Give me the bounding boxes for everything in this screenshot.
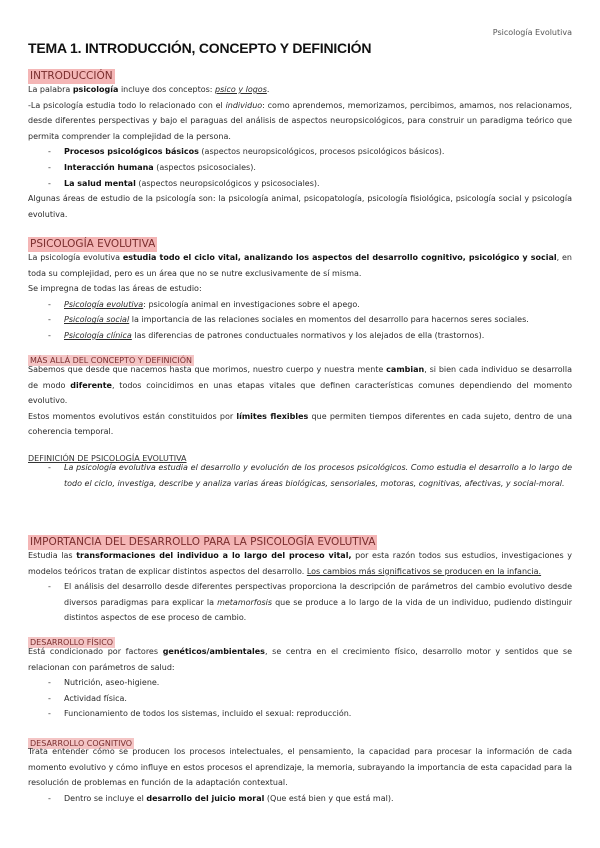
section-psicologia-evolutiva	[28, 232, 572, 252]
section-heading: INTRODUCCIÓN	[30, 70, 113, 82]
paragraph: La psicología evolutiva estudia todo el ciclo vital, analizando los aspectos del desarrollo cognitivo, psicológico y social, en toda su complejidad, pero es un área que no se nutre exclusivamente de sí misma.	[28, 253, 572, 278]
paragraph: Estos momentos evolutivos están constituidos por límites flexibles que permiten tiempos diferentes en cada sujeto, dentro de una coherencia temporal.	[28, 411, 572, 437]
list-item: - La psicología evolutiva estudia el desarrollo y evolución de los procesos psicológicos. Como estudia el desarrollo a lo largo de todo el ciclo, investiga, describe y analiza varias áreas biológicas, sensoriales, motoras, cognitivas, afectivas, y social-moral.	[48, 463, 572, 488]
intro-body	[28, 82, 572, 222]
list-item: - Nutrición, aseo-higiene.	[48, 678, 160, 688]
importancia-body	[28, 548, 572, 626]
paragraph: Trata entender cómo se producen los procesos intelectuales, el pensamiento, la capacidad para procesar la información de cada momento evolutivo y cómo influye en estos procesos el aprendizaje, la memoria, subrayando la importancia de esta capacidad para la resolución de problemas en función de la adaptación contextual.	[28, 747, 572, 788]
list-item: - Psicología evolutiva: psicología animal en investigaciones sobre el apego.	[48, 299, 360, 309]
section-importancia	[28, 530, 572, 550]
evol-body	[28, 250, 572, 344]
list-item: - Dentro se incluye el desarrollo del juicio moral (Que está bien y que está mal).	[48, 793, 394, 803]
paragraph: Está condicionado por factores genéticos/ambientales, se centra en el crecimiento físico, desarrollo motor y sentidos que se relacionan con parámetros de salud:	[28, 647, 573, 672]
list-item: - La salud mental (aspectos neuropsicológicos y psicosociales).	[48, 178, 320, 188]
fisico-body	[28, 644, 572, 722]
list-item: - Procesos psicológicos básicos (aspectos neuropsicológicos, procesos psicológicos básicos).	[48, 147, 445, 157]
paragraph: La palabra psicología incluye dos conceptos: psico y logos.	[28, 85, 270, 94]
list-item: - Actividad física.	[48, 693, 127, 703]
section-heading: PSICOLOGÍA EVOLUTIVA	[30, 238, 156, 250]
list-item: - Psicología clínica las diferencias de patrones conductuales normativos y los alejados de ella (trastornos).	[48, 330, 485, 340]
paragraph: -La psicología estudia todo lo relacionado con el individuo: como aprendemos, memorizamos, percibimos, amamos, nos relacionamos, desde diferentes perspectivas y bajo el paraguas del análisis de aspectos neuropsicológicos, para construir un paradigma teórico que permita comprender la complejidad de la persona.	[28, 100, 573, 141]
subsection-heading: MÁS ALLÁ DEL CONCEPTO Y DEFINICIÓN	[30, 356, 193, 365]
section-introduccion	[28, 64, 572, 84]
document-header: Psicología Evolutiva	[492, 28, 572, 37]
mas-alla-body	[28, 362, 572, 440]
definicion-body	[28, 460, 572, 491]
subsection-heading: DESARROLLO COGNITIVO	[30, 739, 133, 748]
subsection-heading: DESARROLLO FÍSICO	[30, 638, 114, 647]
section-heading: IMPORTANCIA DEL DESARROLLO PARA LA PSICOLOGÍA EVOLUTIVA	[30, 536, 376, 548]
paragraph: Sabemos que desde que nacemos hasta que morimos, nuestro cuerpo y nuestra mente cambian, si bien cada individuo se desarrolla de modo diferente, todos coincidimos en unas etapas vitales que definen características comunes dependiendo del momento evolutivo.	[28, 365, 573, 406]
subsection-heading: DEFINICIÓN DE PSICOLOGÍA EVOLUTIVA	[28, 454, 187, 463]
paragraph: Estudia las transformaciones del individuo a lo largo del proceso vital, por esta razón todos sus estudios, investigaciones y modelos teóricos tratan de explicar distintos aspectos del desarrollo. Los cambios más significativos se producen en la infancia.	[28, 551, 573, 576]
paragraph: Algunas áreas de estudio de la psicología son: la psicología animal, psicopatología, psicología fisiológica, psicología social y psicología evolutiva.	[28, 194, 572, 219]
list-item: - Funcionamiento de todos los sistemas, incluido el sexual: reproducción.	[48, 709, 352, 719]
list-item: - El análisis del desarrollo desde diferentes perspectivas proporciona la descripción de parámetros del cambio evolutivo desde diversos paradigmas para explicar la metamorfosis que se produce a lo largo de la vida de un individuo, pudiendo distinguir distintos aspectos de ese proceso de cambio.	[48, 582, 573, 623]
cognitivo-body	[28, 744, 572, 806]
paragraph: Se impregna de todas las áreas de estudio:	[28, 284, 202, 294]
page-title: TEMA 1. INTRODUCCIÓN, CONCEPTO Y DEFINICIÓN	[28, 40, 372, 56]
list-item: - Psicología social la importancia de las relaciones sociales en momentos del desarrollo para hacernos seres sociales.	[48, 315, 529, 325]
list-item: - Interacción humana (aspectos psicosociales).	[48, 162, 256, 172]
